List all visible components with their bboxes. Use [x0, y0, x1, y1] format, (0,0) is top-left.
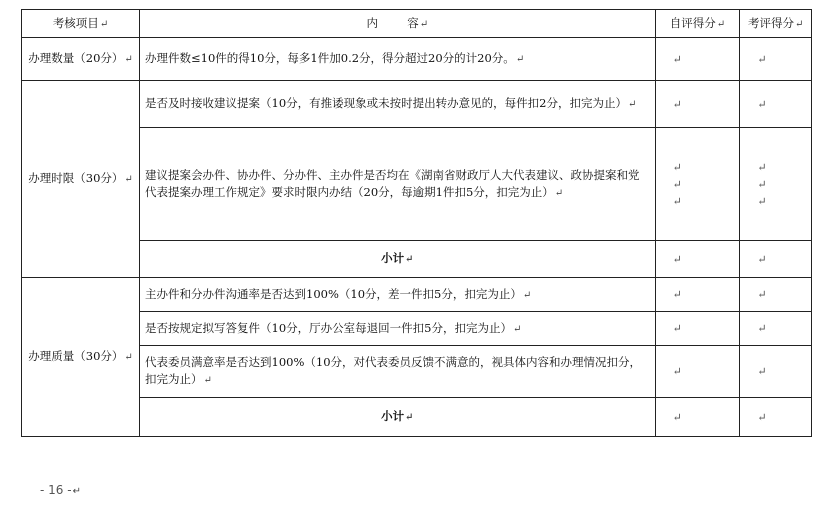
table-header-row	[22, 10, 812, 38]
table-row	[22, 128, 812, 241]
review-score-cell[interactable]: ↵	[740, 346, 812, 398]
self-score-cell[interactable]: ↵	[655, 241, 740, 278]
criterion-time-1: 是否及时接收建议提案（10分，有推诿现象或未按时提出转办意见的，每件扣2分，扣完为止）↵	[140, 81, 656, 128]
review-score-cell[interactable]: ↵ ↵ ↵	[740, 128, 812, 241]
table-row	[22, 278, 812, 312]
self-score-cell[interactable]: ↵	[655, 38, 740, 81]
self-score-cell[interactable]: ↵ ↵ ↵	[655, 128, 740, 241]
table-row	[22, 38, 812, 81]
header-review-score: 考评得分↵	[740, 10, 812, 38]
review-score-cell[interactable]: ↵	[740, 278, 812, 312]
assessment-table	[21, 9, 812, 437]
self-score-cell[interactable]: ↵	[655, 81, 740, 128]
header-content: 内 容↵	[140, 10, 656, 38]
category-time: 办理时限（30分）↵	[22, 81, 140, 278]
criterion-time-2: 建议提案会办件、协办件、分办件、主办件是否均在《湖南省财政厅人大代表建议、政协提案和党代表提案办理工作规定》要求时限内办结（20分，每逾期1件扣5分，扣完为止）↵	[140, 128, 656, 241]
table-row	[22, 398, 812, 437]
category-quality: 办理质量（30分）↵	[22, 278, 140, 437]
table-row	[22, 81, 812, 128]
page-number: - 16 -↵	[40, 483, 81, 497]
review-score-cell[interactable]: ↵	[740, 241, 812, 278]
self-score-cell[interactable]: ↵	[655, 278, 740, 312]
header-item: 考核项目↵	[22, 10, 140, 38]
table-row	[22, 241, 812, 278]
criterion-quality-1: 主办件和分办件沟通率是否达到100%（10分，差一件扣5分，扣完为止）↵	[140, 278, 656, 312]
category-quantity: 办理数量（20分）↵	[22, 38, 140, 81]
criterion-quality-2: 是否按规定拟写答复件（10分，厅办公室每退回一件扣5分，扣完为止）↵	[140, 312, 656, 346]
table-row	[22, 346, 812, 398]
header-self-score: 自评得分↵	[655, 10, 740, 38]
criterion-quantity: 办理件数≤10件的得10分，每多1件加0.2分，得分超过20分的计20分。↵	[140, 38, 656, 81]
self-score-cell[interactable]: ↵	[655, 346, 740, 398]
review-score-cell[interactable]: ↵	[740, 81, 812, 128]
criterion-quality-3: 代表委员满意率是否达到100%（10分，对代表委员反馈不满意的，视具体内容和办理情况扣分，扣完为止）↵	[140, 346, 656, 398]
self-score-cell[interactable]: ↵	[655, 398, 740, 437]
review-score-cell[interactable]: ↵	[740, 398, 812, 437]
subtotal-quality: 小计↵	[140, 398, 656, 437]
review-score-cell[interactable]: ↵	[740, 38, 812, 81]
table-row	[22, 312, 812, 346]
review-score-cell[interactable]: ↵	[740, 312, 812, 346]
self-score-cell[interactable]: ↵	[655, 312, 740, 346]
subtotal-time: 小计↵	[140, 241, 656, 278]
